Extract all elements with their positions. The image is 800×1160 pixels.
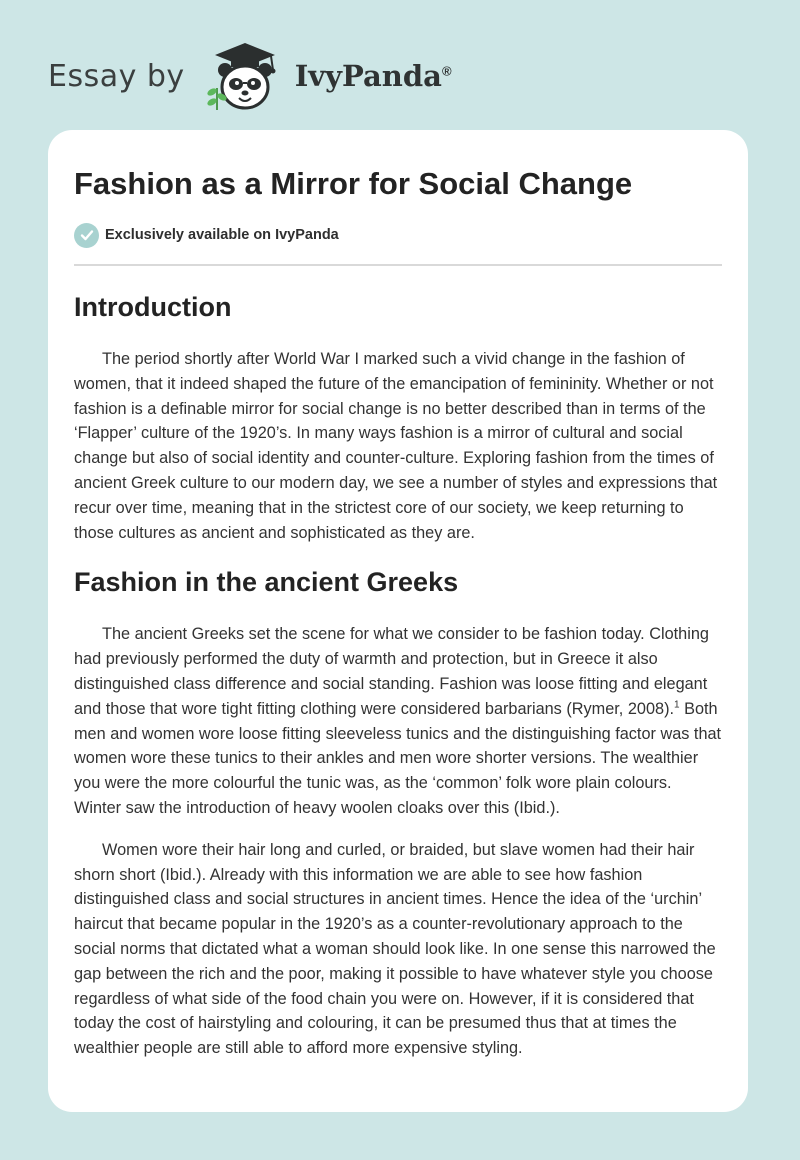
footnote-marker[interactable]: 1 <box>674 699 680 711</box>
brand-name: IvyPanda® <box>294 59 452 93</box>
divider <box>74 264 722 266</box>
exclusive-badge-text: Exclusively available on IvyPanda <box>105 227 339 243</box>
essay-card <box>48 130 748 1112</box>
site-header <box>48 36 452 116</box>
check-icon <box>74 223 99 248</box>
paragraph-ancient-greeks-2: Women wore their hair long and curled, or braided, but slave women had their hair shorn short (Ibid.). Already with this information we are able to see how fashion distinguished class and social structures in ancient times. Hence the idea of the ‘urchin’ haircut that became popular in the 1920’s as a counter-revolutionary approach to the social norms that dictated what a woman should look like. In one sense this narrowed the gap between the rich and the poor, making it possible to have whatever style you choose regardless of what side of the food chain you were on. However, if it is considered that today the cost of hairstyling and colouring, it can be presumed thus that at times the wealthier people are still able to afford more expensive styling. <box>74 840 716 1058</box>
section-heading-ancient-greeks: Fashion in the ancient Greeks <box>74 567 459 598</box>
essay-title: Fashion as a Mirror for Social Change <box>74 166 633 201</box>
exclusive-badge <box>74 222 722 248</box>
section-heading-introduction: Introduction <box>74 292 232 322</box>
paragraph-introduction: The period shortly after World War I marked such a vivid change in the fashion of women, that it indeed shaped the future of the emancipation of femininity. Whether or not fashion is a definable mirror for social change is no better described than in terms of the ‘Flapper’ culture of the 1920’s. In many ways fashion is a mirror of cultural and social change but also of social identity and counter-culture. Exploring fashion from the times of ancient Greek culture to our modern day, we see a number of styles and expressions that recur over time, meaning that in the strictest core of our society, we keep returning to those cultures as ancient and sophisticated as they are. <box>74 350 718 542</box>
paragraph-ancient-greeks-1: The ancient Greeks set the scene for what we consider to be fashion today. Clothing had previously performed the duty of warmth and protection, but in Greece it also distinguished class difference and social standing. Fashion was loose fitting and elegant and those that wore tight fitting clothing were considered barbarians (Rymer, 2008).$^1$ Both men and women wore loose fitting sleeveless tunics and the distinguishing factor was that women wore these tunics to their ankles and men wore shorter versions. The wealthier you were the more colourful the tunic was, as the ‘common’ folk wore plain colours. Winter saw the introduction of heavy woolen cloaks over this (Ibid.). <box>74 625 722 817</box>
essay-by-label: Essay by <box>48 58 185 94</box>
panda-logo-icon <box>201 40 289 112</box>
